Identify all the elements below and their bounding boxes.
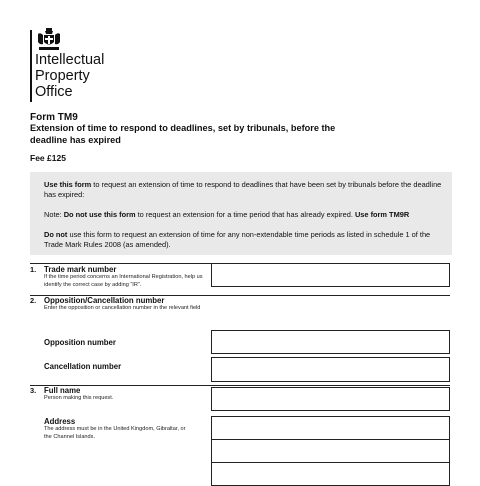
logo-line-3: Office [35,84,73,100]
section-2-title: Opposition/Cancellation number [44,296,165,305]
section-3-title: Full name [44,386,81,395]
address-label: Address [44,417,76,426]
cancellation-number-label: Cancellation number [44,362,122,371]
cancellation-number-field[interactable] [211,357,450,382]
royal-crest-icon [36,28,62,52]
address-help: The address must be in the United Kingdom, Gibraltar, or the Channel Islands. [44,426,186,440]
notice-note-text: to request an extension for a time period that has already expired. [135,210,355,219]
notice-note-prefix: Note: [44,210,64,219]
form-fee: Fee £125 [30,153,66,163]
notice-non-extendable-bold: Do not [44,230,68,239]
organization-logo [35,52,104,100]
section-divider [30,263,212,264]
form-subtitle: Extension of time to respond to deadlines, set by tribunals, before the deadline has expired [30,123,336,145]
notice-usage-bold: Use this form [44,180,92,189]
section-2-number: 2. [30,296,37,305]
full-name-field[interactable] [211,387,450,411]
opposition-number-field[interactable] [211,330,450,354]
logo-line-2: Property [35,68,90,84]
notice-usage-text: to request an extension of time to respond to deadlines that have been set by tribunals before the deadline has expired: [44,180,442,199]
notice-non-extendable-text: use this form to request an extension of time for any non-extendable time periods as listed in schedule 1 of the Trade Mark Rules 2008 (as amended). [44,230,431,249]
notice-usage [44,180,444,199]
section-divider [30,385,450,386]
form-title: Form TM9 [30,112,78,123]
section-1-title: Trade mark number [44,265,117,274]
section-2-help: Enter the opposition or cancellation number in the relevant field [44,305,201,311]
section-1-number: 1. [30,265,37,274]
section-3-number: 3. [30,386,37,395]
address-line-1-field[interactable] [211,416,450,440]
address-line-2-field[interactable] [211,439,450,463]
notice-non-extendable [44,230,444,249]
notice-box [30,172,452,255]
address-line-3-field[interactable] [211,462,450,486]
section-1-help: If the time period concerns an International Registration, help us identify the correct case by adding “IR”. [44,274,203,288]
logo-line-1: Intellectual [35,52,105,68]
logo-divider [30,30,32,102]
trade-mark-number-field[interactable] [211,263,450,287]
section-3-help: Person making this request. [44,395,114,401]
notice-note [44,210,444,220]
notice-note-bold: Do not use this form [63,210,136,219]
notice-note-alt-form: Use form TM9R [354,210,410,219]
opposition-number-label: Opposition number [44,338,116,347]
